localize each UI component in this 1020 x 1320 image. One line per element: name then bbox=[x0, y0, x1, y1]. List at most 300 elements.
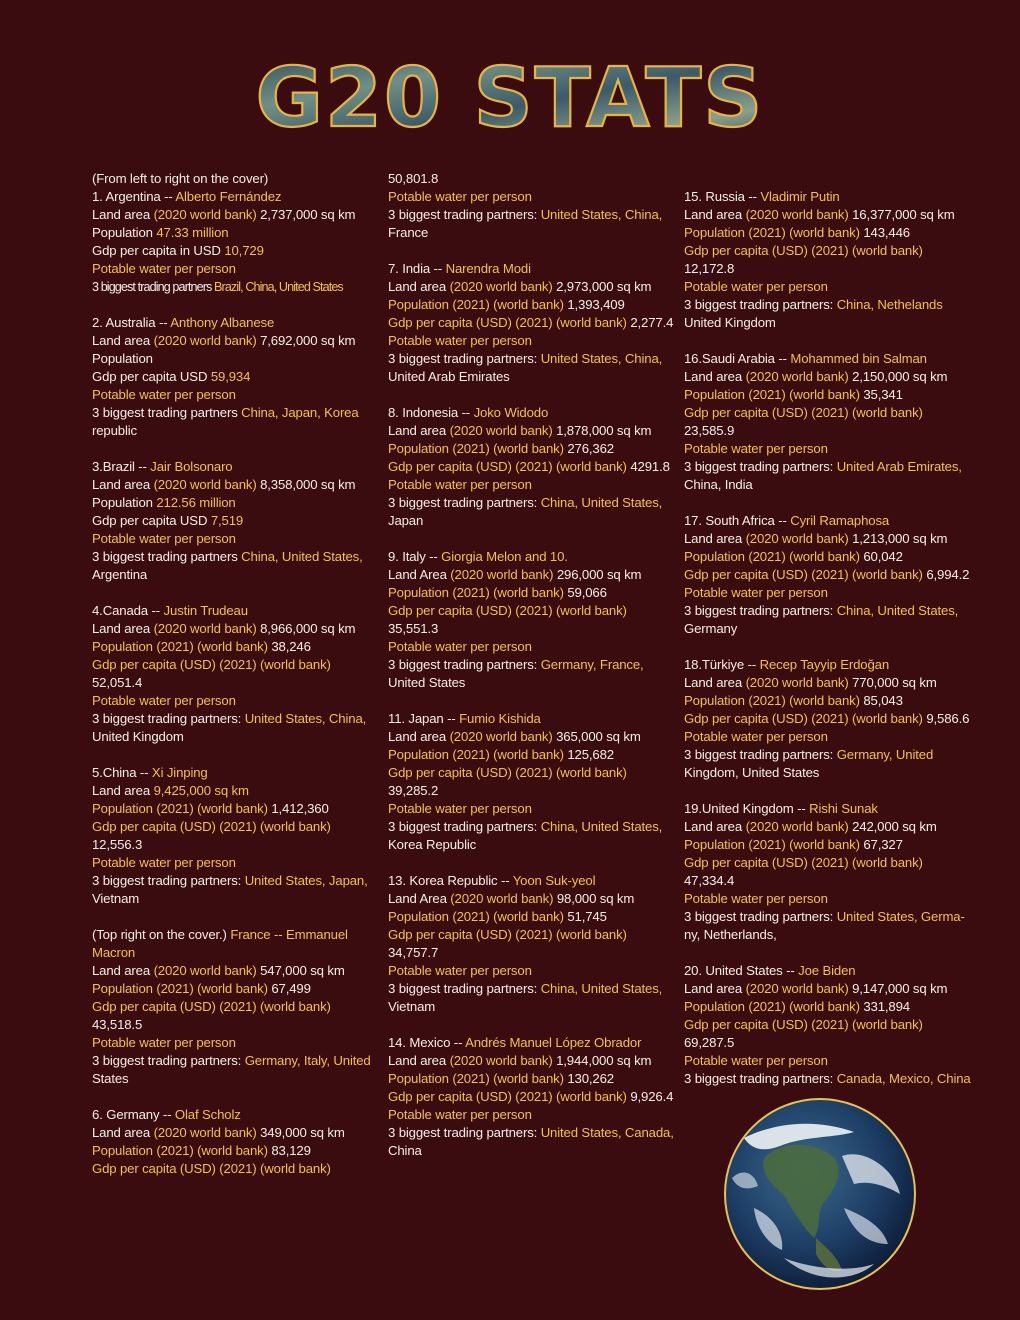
text-segment: 3.Brazil -- bbox=[92, 459, 151, 474]
text-segment: 85,043 bbox=[863, 693, 903, 708]
spacer bbox=[92, 1088, 372, 1106]
text-segment: United States, China, bbox=[540, 351, 663, 366]
text-segment: United States, Germa- bbox=[836, 909, 965, 924]
text-line bbox=[684, 998, 964, 1016]
text-segment: 3 biggest trading partners: bbox=[388, 1125, 541, 1140]
text-segment: 3 biggest trading partners: bbox=[684, 909, 837, 924]
text-segment: 125,682 bbox=[567, 747, 614, 762]
text-line bbox=[388, 962, 673, 980]
text-line bbox=[684, 656, 964, 674]
text-segment: (2020 world bank) bbox=[745, 981, 853, 996]
text-segment: Justin Trudeau bbox=[163, 603, 248, 618]
text-segment: 296,000 sq km bbox=[556, 567, 642, 582]
text-segment: 3 biggest trading partners: bbox=[684, 297, 837, 312]
text-segment: Vietnam bbox=[388, 999, 436, 1014]
text-segment: 3 biggest trading partners bbox=[92, 405, 242, 420]
spacer bbox=[388, 692, 673, 710]
text-line bbox=[684, 296, 964, 314]
text-segment: Fumio Kishida bbox=[459, 711, 541, 726]
text-segment: Population (2021) (world bank) bbox=[388, 441, 568, 456]
text-line bbox=[388, 368, 673, 386]
text-segment: Population (2021) (world bank) bbox=[92, 1143, 272, 1158]
text-line bbox=[92, 422, 372, 440]
text-segment: Potable water per person bbox=[388, 477, 532, 492]
text-line bbox=[92, 656, 372, 674]
spacer bbox=[92, 908, 372, 926]
text-line bbox=[388, 512, 673, 530]
text-segment: 59,934 bbox=[210, 369, 251, 384]
text-line bbox=[684, 1070, 971, 1088]
text-segment: 47.33 million bbox=[156, 225, 229, 240]
text-segment: 9,147,000 sq km bbox=[852, 981, 948, 996]
text-segment: China bbox=[388, 1143, 422, 1158]
text-line bbox=[684, 764, 964, 782]
text-line bbox=[388, 602, 673, 620]
text-segment: Population (2021) (world bank) bbox=[388, 909, 568, 924]
text-segment: Potable water per person bbox=[92, 387, 236, 402]
text-segment: 3 biggest trading partners: bbox=[92, 1053, 245, 1068]
text-segment: 83,129 bbox=[271, 1143, 311, 1158]
text-segment: Mohammed bin Salman bbox=[790, 351, 927, 366]
text-segment: 242,000 sq km bbox=[852, 819, 937, 834]
text-segment: (2020 world bank) bbox=[450, 891, 557, 906]
text-segment: China, Japan, Korea bbox=[241, 405, 359, 420]
spacer bbox=[388, 854, 673, 872]
text-segment: 69,287.5 bbox=[684, 1035, 735, 1050]
text-segment: 331,894 bbox=[863, 999, 910, 1014]
text-segment: France -- Emmanuel bbox=[230, 927, 348, 942]
text-segment: Andrés Manuel López Obrador bbox=[465, 1035, 642, 1050]
text-segment: (2020 world bank) bbox=[450, 567, 557, 582]
text-segment: Population bbox=[92, 351, 153, 366]
text-line bbox=[92, 1034, 372, 1052]
text-line bbox=[92, 1124, 372, 1142]
text-segment: Kingdom, United States bbox=[684, 765, 820, 780]
text-line bbox=[684, 602, 964, 620]
text-line bbox=[684, 674, 964, 692]
text-segment: 19.United Kingdom -- bbox=[684, 801, 810, 816]
text-segment: Gdp per capita (USD) (2021) (world bank) bbox=[388, 315, 631, 330]
text-segment: 2. Australia -- bbox=[92, 315, 171, 330]
text-line bbox=[388, 314, 673, 332]
text-segment: ny, Netherlands, bbox=[684, 927, 777, 942]
text-line bbox=[388, 422, 673, 440]
text-segment: 60,042 bbox=[863, 549, 903, 564]
text-line bbox=[388, 278, 673, 296]
text-segment: 1,393,409 bbox=[567, 297, 625, 312]
text-segment: 9,425,000 sq km bbox=[153, 783, 249, 798]
text-segment: 51,745 bbox=[567, 909, 607, 924]
text-line bbox=[684, 566, 970, 584]
text-line bbox=[92, 458, 372, 476]
text-segment: United Kingdom bbox=[92, 729, 184, 744]
text-segment: Population (2021) (world bank) bbox=[684, 549, 864, 564]
text-line bbox=[388, 1052, 673, 1070]
text-segment: Gdp per capita USD bbox=[92, 513, 211, 528]
text-segment: Potable water per person bbox=[388, 963, 532, 978]
text-segment: (2020 world bank) bbox=[449, 729, 557, 744]
text-line bbox=[388, 332, 673, 350]
text-line bbox=[92, 548, 372, 566]
text-segment: 1,412,360 bbox=[271, 801, 329, 816]
text-segment: 34,757.7 bbox=[388, 945, 439, 960]
text-line bbox=[388, 782, 673, 800]
text-line bbox=[92, 1160, 372, 1178]
text-segment: 47,334.4 bbox=[684, 873, 735, 888]
column-2 bbox=[388, 170, 673, 1160]
text-segment: (Top right on the cover.) bbox=[92, 927, 231, 942]
text-line bbox=[684, 476, 964, 494]
text-segment: 23,585.9 bbox=[684, 423, 735, 438]
text-line bbox=[684, 818, 964, 836]
text-segment: 1,944,000 sq km bbox=[556, 1053, 652, 1068]
text-segment: 2,277.4 bbox=[630, 315, 674, 330]
text-segment: China, United States, bbox=[540, 495, 663, 510]
text-segment: 1,878,000 sq km bbox=[556, 423, 652, 438]
text-segment: Joko Widodo bbox=[473, 405, 549, 420]
text-segment: Land area bbox=[92, 783, 154, 798]
text-segment: Gdp per capita (USD) (2021) (world bank) bbox=[92, 657, 331, 672]
text-segment: 98,000 sq km bbox=[556, 891, 635, 906]
text-segment: 8,966,000 sq km bbox=[260, 621, 356, 636]
column-3 bbox=[684, 188, 971, 1088]
text-line bbox=[92, 512, 372, 530]
text-segment: 4.Canada -- bbox=[92, 603, 164, 618]
text-segment: China, United States, bbox=[540, 819, 663, 834]
text-segment: 50,801.8 bbox=[388, 171, 439, 186]
text-segment: Canada, Mexico, China bbox=[836, 1071, 971, 1086]
text-line bbox=[388, 296, 673, 314]
text-line bbox=[684, 746, 964, 764]
text-segment: 43,518.5 bbox=[92, 1017, 143, 1032]
spacer bbox=[684, 782, 964, 800]
text-line bbox=[388, 638, 673, 656]
text-segment: republic bbox=[92, 423, 137, 438]
text-line bbox=[388, 458, 673, 476]
text-line bbox=[684, 872, 964, 890]
text-segment: Land area bbox=[388, 1053, 450, 1068]
text-segment: Giorgia Melon and 10. bbox=[441, 549, 568, 564]
text-line bbox=[388, 728, 673, 746]
text-line bbox=[684, 926, 964, 944]
text-segment: Gdp per capita (USD) (2021) (world bank) bbox=[684, 711, 927, 726]
text-segment: Narendra Modi bbox=[445, 261, 531, 276]
text-line bbox=[388, 1124, 673, 1142]
text-segment: Gdp per capita (USD) (2021) (world bank) bbox=[684, 405, 923, 420]
text-line bbox=[684, 548, 964, 566]
text-line bbox=[684, 350, 964, 368]
text-segment: 3 biggest trading partners: bbox=[388, 819, 541, 834]
text-line bbox=[388, 710, 673, 728]
text-segment: China, India bbox=[684, 477, 753, 492]
text-line bbox=[92, 260, 372, 278]
text-segment: 547,000 sq km bbox=[260, 963, 345, 978]
text-segment: (From left to right on the cover) bbox=[92, 171, 269, 186]
text-line bbox=[388, 1106, 673, 1124]
text-segment: 59,066 bbox=[567, 585, 607, 600]
text-segment: 2,973,000 sq km bbox=[556, 279, 652, 294]
text-segment: Argentina bbox=[92, 567, 148, 582]
text-line bbox=[92, 494, 372, 512]
text-segment: Macron bbox=[92, 945, 136, 960]
text-segment: 7. India -- bbox=[388, 261, 446, 276]
text-segment: Olaf Scholz bbox=[174, 1107, 241, 1122]
column-1 bbox=[92, 170, 372, 1178]
text-line bbox=[388, 404, 673, 422]
text-line bbox=[388, 206, 673, 224]
text-line bbox=[92, 386, 372, 404]
text-line bbox=[92, 188, 372, 206]
text-segment: Population (2021) (world bank) bbox=[92, 639, 272, 654]
text-line bbox=[92, 998, 372, 1016]
text-segment: (2020 world bank) bbox=[153, 621, 261, 636]
text-segment: Gdp per capita (USD) (2021) (world bank) bbox=[684, 567, 927, 582]
text-segment: United Arab Emirates, bbox=[836, 459, 962, 474]
text-line bbox=[388, 260, 673, 278]
text-segment: (2020 world bank) bbox=[153, 207, 261, 222]
text-line bbox=[388, 656, 673, 674]
text-segment: Brazil, China, United States bbox=[214, 280, 343, 294]
text-line bbox=[684, 620, 964, 638]
text-line bbox=[388, 1088, 673, 1106]
text-segment: Land area bbox=[684, 981, 746, 996]
text-segment: Vladimir Putin bbox=[760, 189, 840, 204]
text-line bbox=[684, 710, 970, 728]
text-segment: Land area bbox=[92, 1125, 154, 1140]
text-line bbox=[92, 818, 372, 836]
spacer bbox=[388, 386, 673, 404]
text-line bbox=[92, 800, 372, 818]
text-segment: 20. United States -- bbox=[684, 963, 799, 978]
text-segment: 8,358,000 sq km bbox=[260, 477, 356, 492]
text-segment: Land area bbox=[92, 477, 154, 492]
spacer bbox=[684, 638, 964, 656]
text-segment: Gdp per capita (USD) (2021) (world bank) bbox=[92, 999, 331, 1014]
spacer bbox=[388, 530, 673, 548]
text-line bbox=[92, 314, 372, 332]
text-segment: (2020 world bank) bbox=[153, 333, 261, 348]
text-segment: United States bbox=[388, 675, 466, 690]
text-line bbox=[684, 386, 964, 404]
text-segment: 18.Türkiye -- bbox=[684, 657, 760, 672]
text-segment: United States, China, bbox=[540, 207, 663, 222]
text-segment: 3 biggest trading partners: bbox=[388, 657, 541, 672]
text-segment: Potable water per person bbox=[92, 261, 236, 276]
text-line bbox=[92, 782, 372, 800]
text-line bbox=[684, 1016, 964, 1034]
text-segment: 3 biggest trading partners: bbox=[388, 351, 541, 366]
spacer bbox=[92, 296, 372, 314]
text-line bbox=[92, 674, 372, 692]
text-line bbox=[388, 170, 673, 188]
text-segment: Potable water per person bbox=[684, 279, 828, 294]
text-line bbox=[92, 980, 372, 998]
text-segment: Potable water per person bbox=[388, 801, 532, 816]
text-segment: Population (2021) (world bank) bbox=[92, 801, 272, 816]
text-segment: Population (2021) (world bank) bbox=[388, 297, 568, 312]
text-segment: Potable water per person bbox=[684, 441, 828, 456]
text-segment: 365,000 sq km bbox=[556, 729, 641, 744]
text-line bbox=[92, 206, 372, 224]
text-line bbox=[92, 368, 372, 386]
text-segment: (2020 world bank) bbox=[745, 369, 853, 384]
text-line bbox=[92, 350, 372, 368]
text-segment: Potable water per person bbox=[92, 855, 236, 870]
text-line bbox=[388, 926, 673, 944]
text-segment: Land area bbox=[92, 621, 154, 636]
text-segment: Germany, United bbox=[836, 747, 934, 762]
text-segment: Land area bbox=[92, 207, 154, 222]
text-line bbox=[388, 1142, 673, 1160]
text-line bbox=[92, 836, 372, 854]
text-segment: 5.China -- bbox=[92, 765, 152, 780]
text-segment: 212.56 million bbox=[156, 495, 236, 510]
text-line bbox=[684, 854, 964, 872]
text-segment: 3 biggest trading partners: bbox=[92, 711, 245, 726]
text-line bbox=[684, 368, 964, 386]
text-line bbox=[92, 764, 372, 782]
title-text: G20 STATS bbox=[255, 51, 765, 144]
text-segment: Gdp per capita (USD) (2021) (world bank) bbox=[92, 819, 331, 834]
text-line bbox=[388, 818, 673, 836]
text-segment: Land area bbox=[684, 207, 746, 222]
earth-globe-image bbox=[724, 1098, 916, 1290]
text-segment: Population bbox=[92, 225, 157, 240]
text-line bbox=[388, 440, 673, 458]
text-line bbox=[388, 566, 673, 584]
text-segment: Potable water per person bbox=[684, 585, 828, 600]
text-line bbox=[684, 512, 964, 530]
text-segment: Gdp per capita (USD) (2021) (world bank) bbox=[388, 603, 627, 618]
text-segment: (2020 world bank) bbox=[745, 207, 853, 222]
text-segment: 3 biggest trading partners: bbox=[684, 603, 837, 618]
text-line bbox=[388, 764, 673, 782]
text-segment: 276,362 bbox=[567, 441, 614, 456]
text-segment: 3 biggest trading partners bbox=[92, 280, 215, 294]
text-line bbox=[92, 530, 372, 548]
text-line bbox=[684, 692, 964, 710]
text-line bbox=[684, 278, 964, 296]
spacer bbox=[92, 440, 372, 458]
spacer bbox=[684, 332, 964, 350]
text-line bbox=[92, 1016, 372, 1034]
text-segment: 9. Italy -- bbox=[388, 549, 442, 564]
text-line bbox=[388, 224, 673, 242]
text-segment: Population (2021) (world bank) bbox=[684, 225, 864, 240]
text-line bbox=[684, 188, 964, 206]
text-segment: 1,213,000 sq km bbox=[852, 531, 948, 546]
text-segment: (2020 world bank) bbox=[153, 477, 261, 492]
text-line bbox=[92, 872, 372, 890]
text-line bbox=[92, 602, 372, 620]
text-segment: Population (2021) (world bank) bbox=[388, 747, 568, 762]
text-line bbox=[388, 908, 673, 926]
text-segment: Xi Jinping bbox=[151, 765, 208, 780]
text-segment: France bbox=[388, 225, 429, 240]
text-segment: Potable water per person bbox=[388, 333, 532, 348]
text-line bbox=[684, 314, 964, 332]
text-segment: 3 biggest trading partners: bbox=[388, 207, 541, 222]
spacer bbox=[388, 1016, 673, 1034]
text-segment: Potable water per person bbox=[388, 189, 532, 204]
text-segment: 9,586.6 bbox=[926, 711, 970, 726]
text-segment: 3 biggest trading partners: bbox=[388, 981, 541, 996]
text-line bbox=[684, 890, 964, 908]
text-segment: 4291.8 bbox=[630, 459, 670, 474]
text-line bbox=[684, 728, 964, 746]
text-segment: 35,341 bbox=[863, 387, 903, 402]
text-segment: Gdp per capita (USD) (2021) (world bank) bbox=[388, 765, 627, 780]
text-segment: Population (2021) (world bank) bbox=[684, 693, 864, 708]
text-segment: Gdp per capita (USD) (2021) (world bank) bbox=[684, 1017, 923, 1032]
text-segment: 143,446 bbox=[863, 225, 910, 240]
text-segment: Land area bbox=[388, 423, 450, 438]
text-segment: Rishi Sunak bbox=[809, 801, 878, 816]
text-segment: (2020 world bank) bbox=[745, 819, 853, 834]
text-line bbox=[92, 1070, 372, 1088]
text-line bbox=[388, 1070, 673, 1088]
text-segment: (2020 world bank) bbox=[449, 279, 557, 294]
text-segment: Land area bbox=[684, 531, 746, 546]
text-segment: (2020 world bank) bbox=[449, 423, 557, 438]
text-line bbox=[684, 458, 964, 476]
text-segment: 3 biggest trading partners: bbox=[684, 747, 837, 762]
text-line bbox=[388, 1034, 673, 1052]
spacer bbox=[684, 494, 964, 512]
text-segment: 12,172.8 bbox=[684, 261, 735, 276]
text-line bbox=[92, 728, 372, 746]
text-line bbox=[92, 962, 372, 980]
text-line bbox=[388, 980, 673, 998]
text-segment: Alberto Fernández bbox=[175, 189, 282, 204]
spacer bbox=[92, 584, 372, 602]
text-segment: 2,150,000 sq km bbox=[852, 369, 948, 384]
text-segment: 12,556.3 bbox=[92, 837, 143, 852]
text-segment: Yoon Suk-yeol bbox=[512, 873, 596, 888]
text-line bbox=[684, 1052, 964, 1070]
text-line bbox=[684, 404, 964, 422]
text-segment: 6. Germany -- bbox=[92, 1107, 175, 1122]
text-segment: 52,051.4 bbox=[92, 675, 143, 690]
spacer bbox=[388, 242, 673, 260]
text-line bbox=[92, 710, 372, 728]
text-segment: Potable water per person bbox=[388, 1107, 532, 1122]
text-segment: Gdp per capita USD bbox=[92, 369, 211, 384]
text-line bbox=[388, 548, 673, 566]
text-line bbox=[92, 1142, 372, 1160]
text-line bbox=[92, 404, 372, 422]
text-line bbox=[92, 890, 372, 908]
text-segment: Potable water per person bbox=[684, 729, 828, 744]
text-line bbox=[92, 476, 372, 494]
text-line bbox=[684, 836, 964, 854]
text-segment: 16,377,000 sq km bbox=[852, 207, 955, 222]
text-line bbox=[388, 476, 673, 494]
text-line bbox=[684, 1034, 964, 1052]
text-segment: Land Area bbox=[388, 567, 451, 582]
text-line bbox=[92, 278, 372, 296]
text-segment: Gdp per capita (USD) (2021) (world bank) bbox=[388, 927, 627, 942]
text-segment: Population (2021) (world bank) bbox=[684, 837, 864, 852]
text-line bbox=[388, 494, 673, 512]
text-line bbox=[388, 800, 673, 818]
text-segment: Potable water per person bbox=[92, 1035, 236, 1050]
text-line bbox=[388, 188, 673, 206]
text-segment: Japan bbox=[388, 513, 424, 528]
text-segment: China, United States, bbox=[540, 981, 663, 996]
text-line bbox=[92, 692, 372, 710]
text-line bbox=[92, 1106, 372, 1124]
